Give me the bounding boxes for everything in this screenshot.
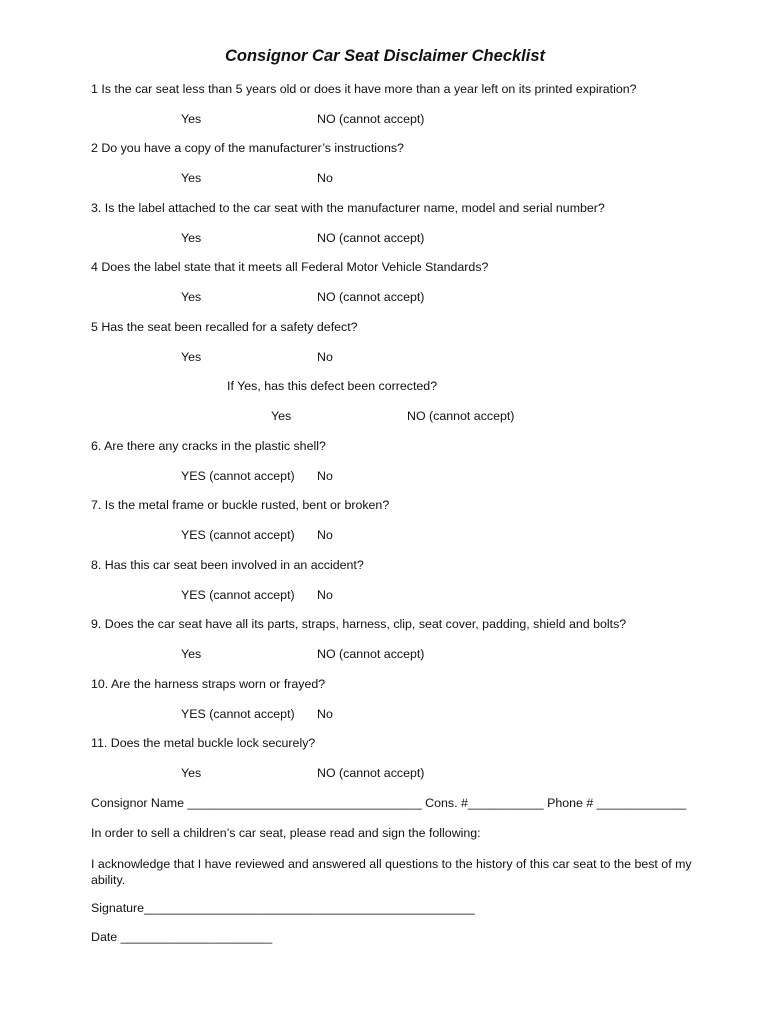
question-10: 10. Are the harness straps worn or frayed? xyxy=(91,677,326,691)
question-4: 4 Does the label state that it meets all Federal Motor Vehicle Standards? xyxy=(91,260,489,274)
question-11-option-yes: Yes xyxy=(181,766,202,780)
followup-option-yes: Yes xyxy=(271,409,292,423)
consignor-info-line: Consignor Name __________________________________ Cons. #___________ Phone # _____________ xyxy=(91,796,687,810)
question-8-option-no: No xyxy=(317,588,333,602)
question-3-option-yes: Yes xyxy=(181,231,202,245)
followup-question: If Yes, has this defect been corrected? xyxy=(227,379,438,393)
question-4-option-no: NO (cannot accept) xyxy=(317,290,425,304)
signature-line: Signature________________________________________________ xyxy=(91,901,475,915)
question-6-option-no: No xyxy=(317,469,333,483)
followup-option-no: NO (cannot accept) xyxy=(407,409,515,423)
question-5-option-no: No xyxy=(317,350,333,364)
date-line: Date ______________________ xyxy=(91,930,273,944)
question-9-option-no: NO (cannot accept) xyxy=(317,647,425,661)
question-1-option-yes: Yes xyxy=(181,112,202,126)
question-8: 8. Has this car seat been involved in an accident? xyxy=(91,558,364,572)
question-7-option-yes: YES (cannot accept) xyxy=(181,528,295,542)
question-9-option-yes: Yes xyxy=(181,647,202,661)
page-title: Consignor Car Seat Disclaimer Checklist xyxy=(224,47,546,65)
question-2: 2 Do you have a copy of the manufacturer’s instructions? xyxy=(91,141,404,155)
question-10-option-no: No xyxy=(317,707,333,721)
question-7: 7. Is the metal frame or buckle rusted, bent or broken? xyxy=(91,498,390,512)
question-1: 1 Is the car seat less than 5 years old or does it have more than a year left on its printed expiration? xyxy=(91,82,637,96)
question-1-option-no: NO (cannot accept) xyxy=(317,112,425,126)
question-8-option-yes: YES (cannot accept) xyxy=(181,588,295,602)
question-5-option-yes: Yes xyxy=(181,350,202,364)
question-11: 11. Does the metal buckle lock securely? xyxy=(91,736,316,750)
question-2-option-no: No xyxy=(317,171,333,185)
question-4-option-yes: Yes xyxy=(181,290,202,304)
question-9: 9. Does the car seat have all its parts, straps, harness, clip, seat cover, padding, shield and bolts? xyxy=(91,617,627,631)
question-11-option-no: NO (cannot accept) xyxy=(317,766,425,780)
question-2-option-yes: Yes xyxy=(181,171,202,185)
acknowledgement-text: I acknowledge that I have reviewed and answered all questions to the history of this car seat to the best of my ability. xyxy=(91,857,692,887)
question-5: 5 Has the seat been recalled for a safety defect? xyxy=(91,320,358,334)
question-6: 6. Are there any cracks in the plastic shell? xyxy=(91,439,326,453)
instructions-text: In order to sell a children’s car seat, please read and sign the following: xyxy=(91,826,481,840)
question-7-option-no: No xyxy=(317,528,333,542)
question-6-option-yes: YES (cannot accept) xyxy=(181,469,295,483)
question-10-option-yes: YES (cannot accept) xyxy=(181,707,295,721)
question-3: 3. Is the label attached to the car seat with the manufacturer name, model and serial number? xyxy=(91,201,605,215)
question-3-option-no: NO (cannot accept) xyxy=(317,231,425,245)
